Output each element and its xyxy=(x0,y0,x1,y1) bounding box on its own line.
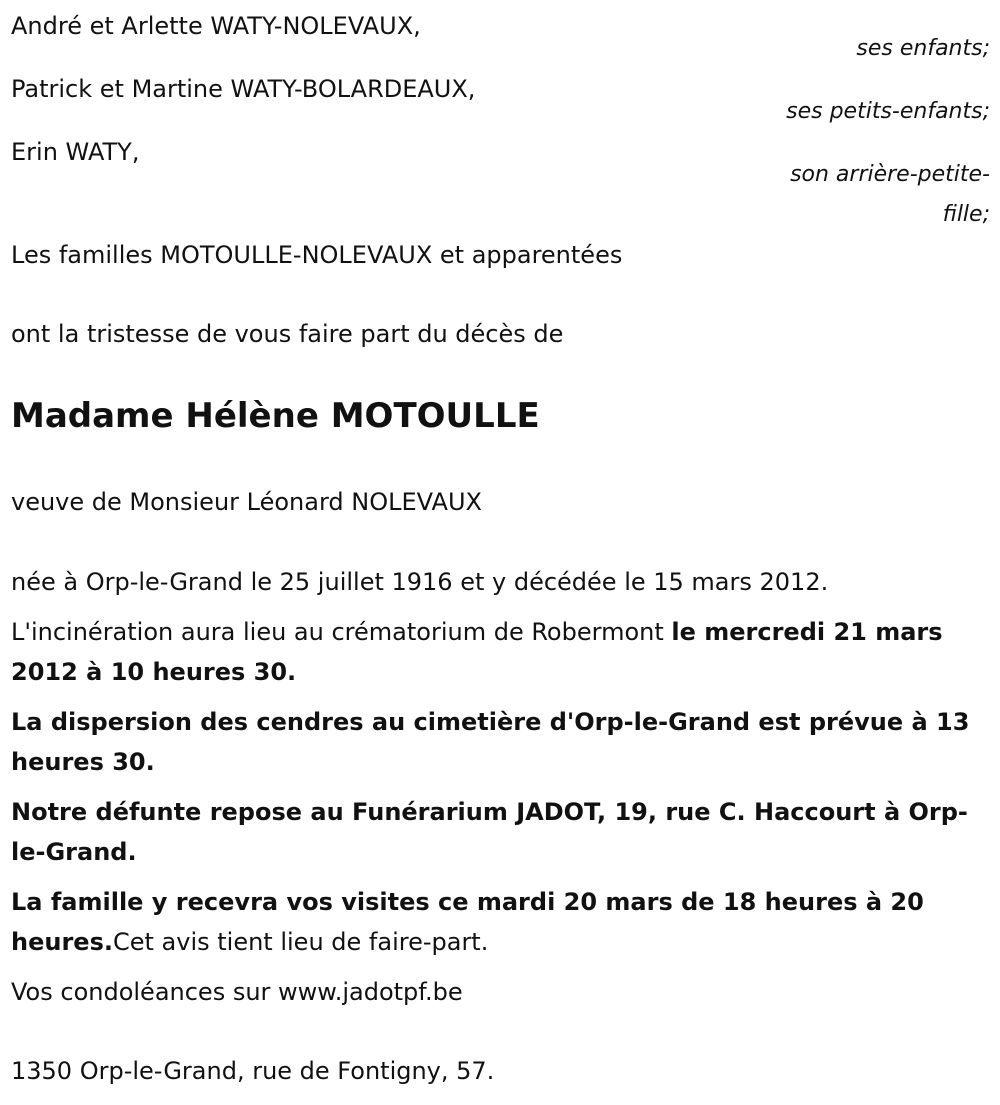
role-children: ses enfants; xyxy=(856,36,990,61)
announcement-line: ont la tristesse de vous faire part du décès de xyxy=(11,320,564,348)
address-line: 1350 Orp-le-Grand, rue de Fontigny, 57. xyxy=(11,1057,495,1085)
relatives-line: Les familles MOTOULLE-NOLEVAUX et apparentées xyxy=(11,241,623,269)
visits-paragraph xyxy=(11,882,986,962)
deceased-name: Madame Hélène MOTOULLE xyxy=(11,396,540,436)
widow-of-line: veuve de Monsieur Léonard NOLEVAUX xyxy=(11,488,482,516)
role-great-grandchild-line1: son arrière-petite- xyxy=(790,162,990,187)
role-grandchildren: ses petits-enfants; xyxy=(786,99,990,124)
birth-death-line: née à Orp-le-Grand le 25 juillet 1916 et y décédée le 15 mars 2012. xyxy=(11,568,829,596)
funeral-home-paragraph xyxy=(11,792,986,872)
cremation-text: L'incinération aura lieu au crématorium de Robermont xyxy=(11,618,672,646)
condolences-line: Vos condoléances sur www.jadotpf.be xyxy=(11,978,463,1006)
dispersion-text: La dispersion des cendres au cimetière d'Orp-le-Grand est prévue à 13 heures 30. xyxy=(11,708,970,776)
visits-normal: Cet avis tient lieu de faire-part. xyxy=(112,928,489,956)
family-line-great-grandchild: Erin WATY, xyxy=(11,138,140,166)
cremation-date: le mercredi 21 mars 2012 à 10 heures 30. xyxy=(11,618,943,686)
family-line-grandchildren: Patrick et Martine WATY-BOLARDEAUX, xyxy=(11,75,476,103)
funeral-home-text: Notre défunte repose au Funérarium JADOT, 19, rue C. Haccourt à Orp-le-Grand. xyxy=(11,798,968,866)
dispersion-paragraph xyxy=(11,702,986,782)
family-line-children: André et Arlette WATY-NOLEVAUX, xyxy=(11,12,421,40)
visits-bold: La famille y recevra vos visites ce mardi 20 mars de 18 heures à 20 heures. xyxy=(11,888,924,956)
role-great-grandchild-line2: fille; xyxy=(942,202,990,227)
cremation-paragraph xyxy=(11,612,986,692)
